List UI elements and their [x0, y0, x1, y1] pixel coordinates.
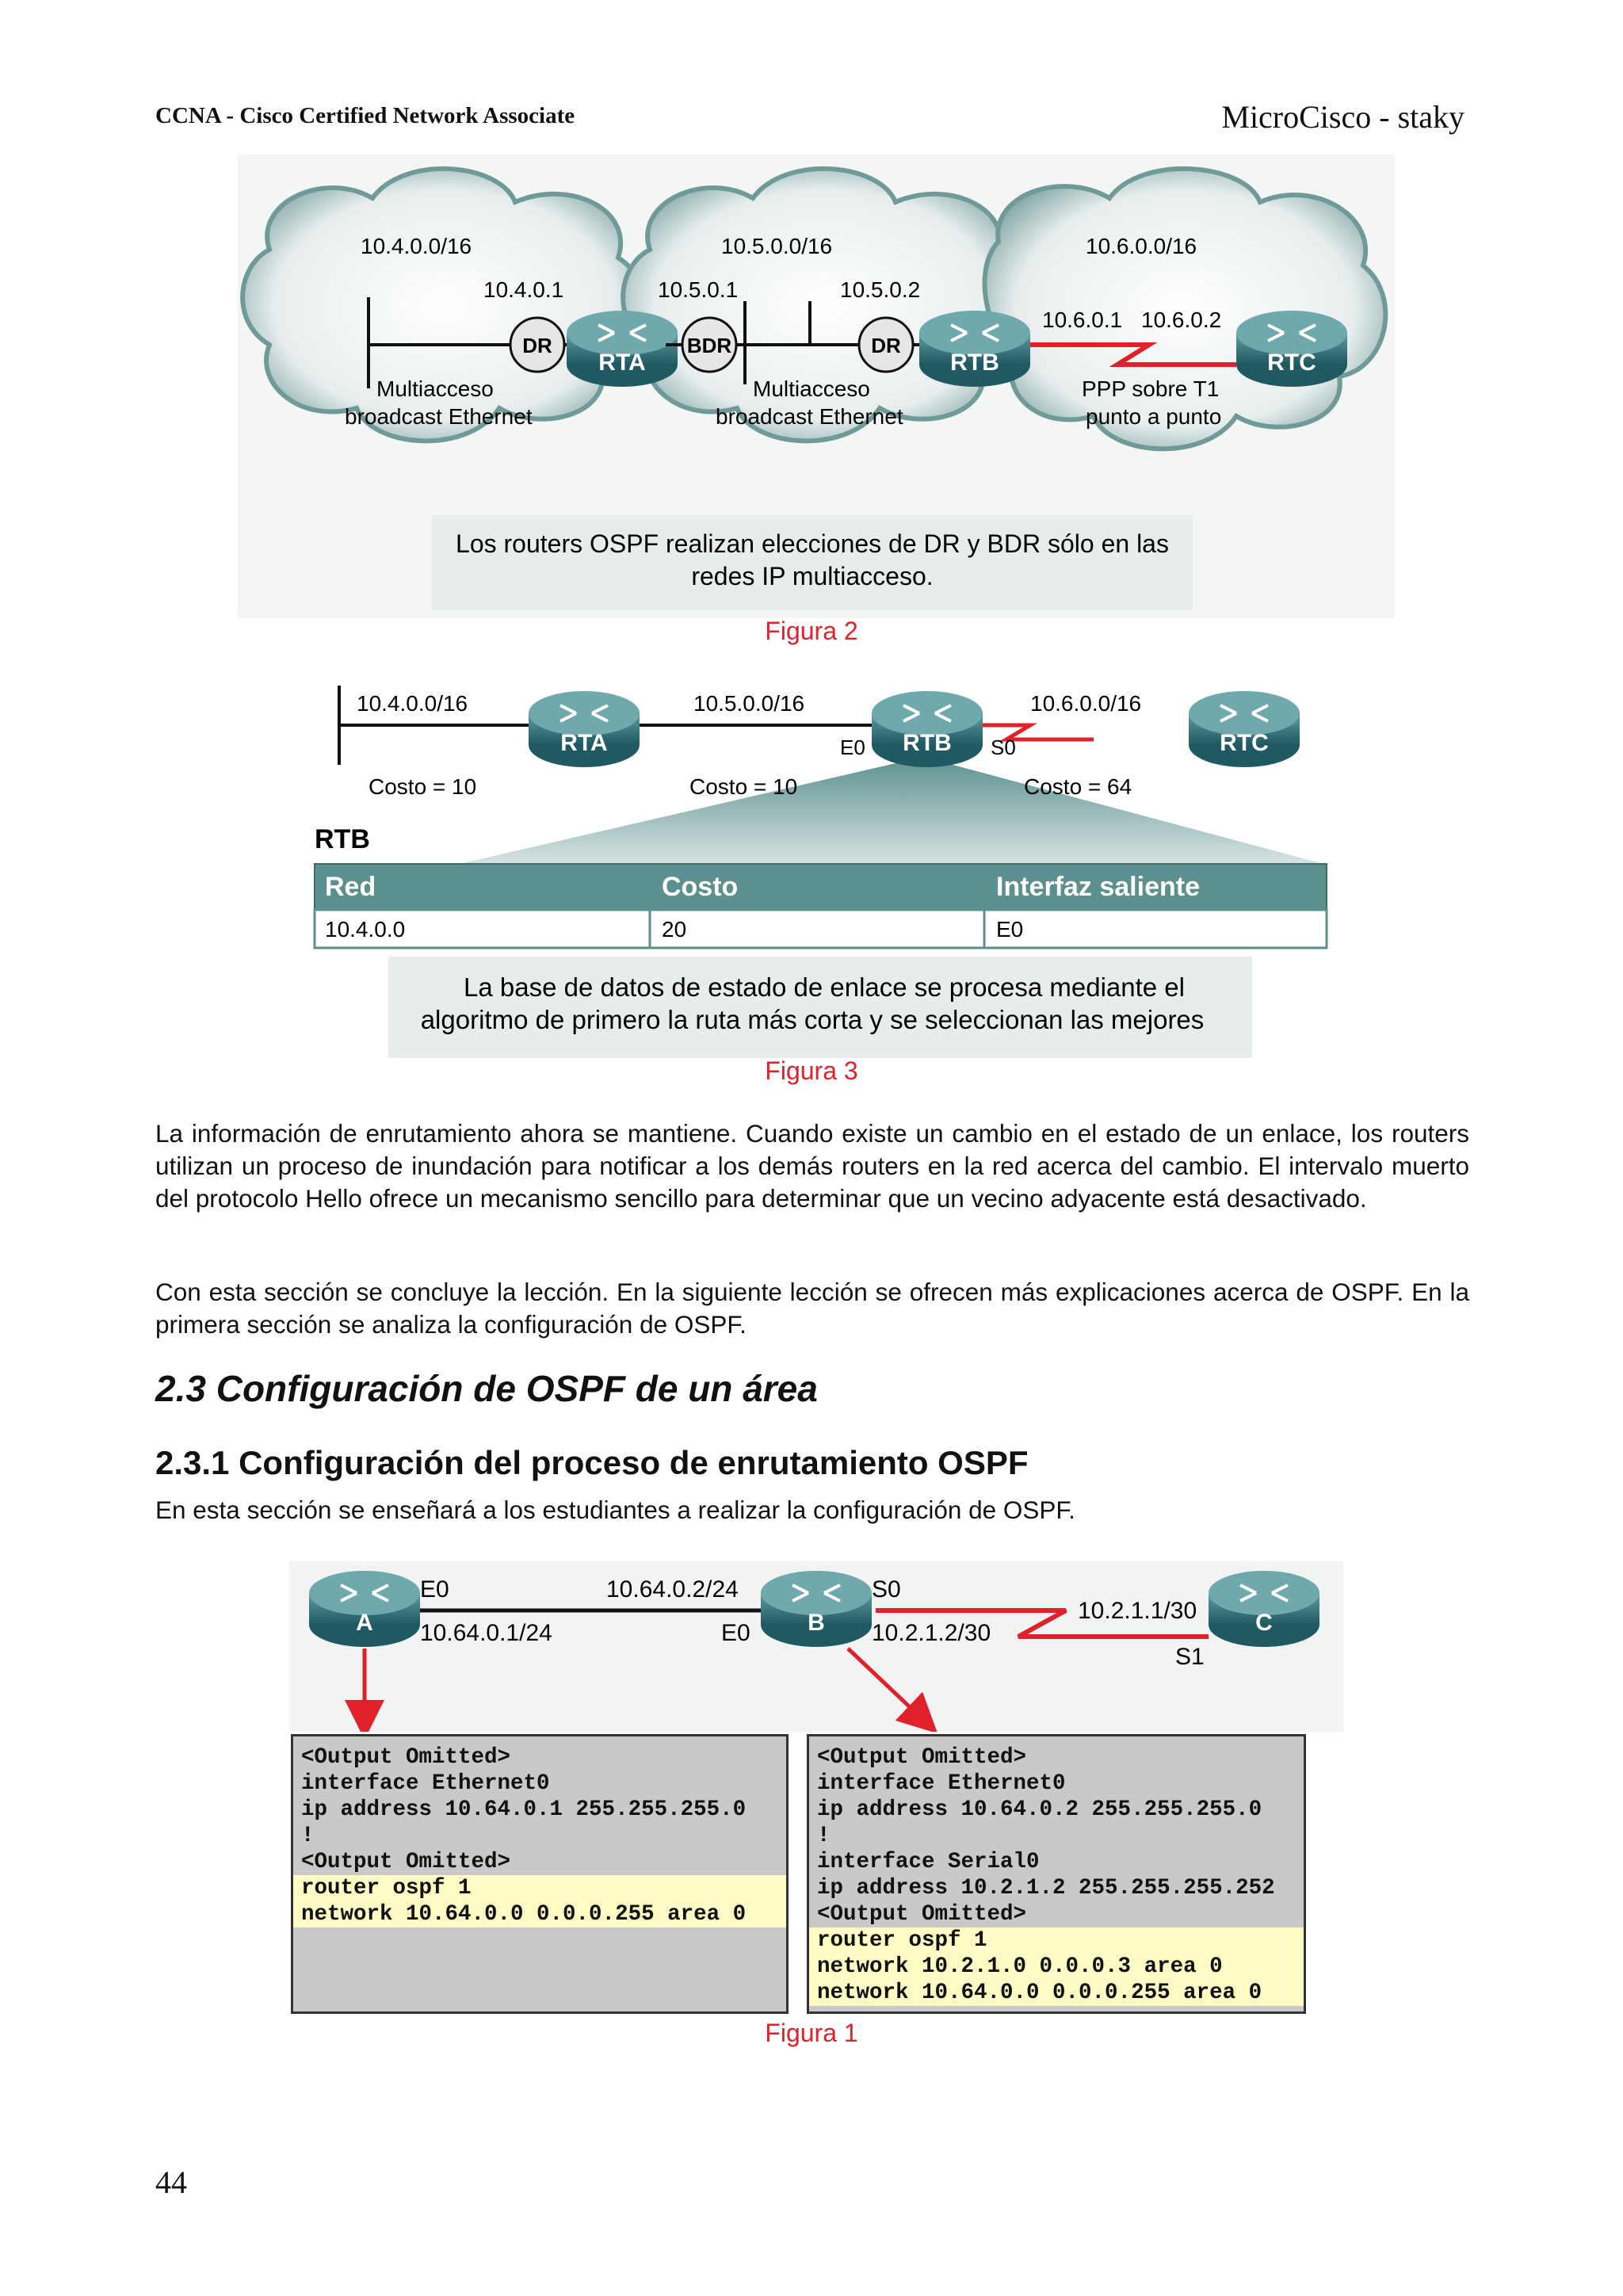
config-a-line: <Output Omitted> — [301, 1850, 511, 1874]
config-box-b — [807, 1734, 1306, 2014]
fig3-cost3: Costo = 64 — [1024, 774, 1132, 799]
th-costo: Costo — [662, 872, 739, 902]
header-author: MicroCisco - staky — [1221, 99, 1465, 135]
router-rtc-fig2 — [1236, 311, 1347, 387]
cloud2-label1: Multiacceso — [753, 376, 870, 401]
config-b-line: <Output Omitted> — [817, 1745, 1027, 1770]
header-title: CCNA - Cisco Certified Network Associate — [155, 103, 575, 128]
cloud1-label2: broadcast Ethernet — [345, 404, 533, 429]
fig3-note-line1: La base de datos de estado de enlace se procesa mediante el — [464, 972, 1185, 1002]
td-red: 10.4.0.0 — [325, 917, 406, 942]
cloud1-ip: 10.4.0.1 — [483, 277, 564, 302]
router-rtb-fig3 — [872, 691, 983, 767]
router-rtb-label: RTB — [950, 350, 999, 376]
config-b-line: <Output Omitted> — [817, 1902, 1027, 1927]
fig3-net3: 10.6.0.0/16 — [1030, 691, 1142, 716]
config-a-line: ! — [301, 1824, 315, 1848]
config-a-highlight — [293, 1875, 786, 1927]
config-b-line: interface Serial0 — [817, 1850, 1040, 1874]
config-a-ospf-line: router ospf 1 — [301, 1876, 472, 1901]
fig3-net1: 10.4.0.0/16 — [357, 691, 468, 716]
router-a-label: A — [356, 1610, 373, 1636]
c-ip: 10.2.1.1/30 — [1078, 1598, 1197, 1624]
fig3-s0: S0 — [991, 735, 1016, 759]
config-a-line: ip address 10.64.0.1 255.255.255.0 — [301, 1797, 747, 1822]
a-e0: E0 — [420, 1576, 449, 1603]
fig2-note-line1: Los routers OSPF realizan elecciones de DR y BDR sólo en las — [456, 529, 1169, 558]
td-interfaz: E0 — [996, 917, 1024, 942]
config-a-line: <Output Omitted> — [301, 1745, 511, 1770]
router-rtb-fig2 — [919, 311, 1030, 387]
router-c — [1209, 1571, 1319, 1647]
intro-text: En esta sección se enseñará a los estudiantes a realizar la configuración de OSPF. — [155, 1496, 1075, 1524]
figure-3-diagram — [301, 670, 1331, 1058]
cloud3-label1: PPP sobre T1 — [1082, 376, 1220, 401]
b-s0: S0 — [872, 1576, 901, 1603]
page-number: 44 — [155, 2164, 187, 2200]
cloud1-label1: Multiacceso — [376, 376, 494, 401]
router-rtc-fig3 — [1189, 691, 1300, 767]
router-rta-label: RTA — [598, 350, 646, 376]
router-rta-fig3 — [529, 691, 640, 767]
config-b-ospf-line: network 10.2.1.0 0.0.0.3 area 0 — [817, 1954, 1223, 1979]
dr-label-1: DR — [522, 334, 552, 357]
config-b-line: interface Ethernet0 — [817, 1771, 1066, 1796]
paragraph-1: La información de enrutamiento ahora se mantiene. Cuando existe un cambio en el estado de un enlace, los routers utilizan un proceso de inundación para notificar a los demás routers en la red acerca del cambio. El intervalo muerto del protocolo Hello ofrece un mecanismo sencillo para determinar que un vecino adyacente está desactivado. — [155, 1119, 1469, 1213]
fig3-rta-label: RTA — [560, 730, 608, 756]
fig3-rtb-label: RTB — [903, 730, 952, 756]
config-box-a — [291, 1734, 789, 2014]
router-b — [761, 1571, 872, 1647]
config-b-line: ! — [817, 1824, 831, 1848]
td-costo: 20 — [662, 917, 687, 942]
th-red: Red — [325, 872, 376, 902]
cloud3-net: 10.6.0.0/16 — [1086, 234, 1197, 258]
cloud3-ip1: 10.6.0.1 — [1042, 308, 1123, 332]
config-b-highlight — [809, 1927, 1304, 2006]
b-ip-e: 10.64.0.2/24 — [606, 1576, 739, 1603]
figure-1-caption: Figura 1 — [765, 2019, 858, 2047]
cloud2-label2: broadcast Ethernet — [716, 404, 903, 429]
config-a-line: interface Ethernet0 — [301, 1771, 550, 1796]
config-b-line: ip address 10.64.0.2 255.255.255.0 — [817, 1797, 1262, 1822]
cloud2-ip2: 10.5.0.2 — [840, 277, 921, 302]
c-s1: S1 — [1175, 1644, 1205, 1670]
router-c-label: C — [1255, 1610, 1273, 1636]
config-b-ospf-line: network 10.64.0.0 0.0.0.255 area 0 — [817, 1981, 1262, 2005]
dr-label-2: DR — [871, 334, 901, 357]
fig3-note-line2: algoritmo de primero la ruta más corta y se seleccionan las mejores — [420, 1005, 1205, 1034]
fig3-rtc-label: RTC — [1220, 730, 1269, 756]
fig3-cost2: Costo = 10 — [689, 774, 798, 799]
b-e0: E0 — [721, 1620, 750, 1646]
router-b-label: B — [808, 1610, 825, 1636]
th-interfaz: Interfaz saliente — [996, 872, 1200, 902]
figure-1-diagram — [289, 1561, 1343, 1732]
b-ip-s: 10.2.1.2/30 — [872, 1620, 991, 1646]
fig3-cost1: Costo = 10 — [369, 774, 477, 799]
cloud3-ip2: 10.6.0.2 — [1141, 308, 1222, 332]
subsection-heading: 2.3.1 Configuración del proceso de enrutamiento OSPF — [155, 1444, 1029, 1481]
cloud1-net: 10.4.0.0/16 — [361, 234, 472, 258]
fig3-e0: E0 — [840, 735, 865, 759]
figure-2-diagram — [238, 155, 1395, 618]
section-heading: 2.3 Configuración de OSPF de un área — [155, 1368, 818, 1409]
config-b-ospf-line: router ospf 1 — [817, 1928, 987, 1953]
paragraph-2: Con esta sección se concluye la lección. En la siguiente lección se ofrecen más explicaciones acerca de OSPF. En la primera sección se analiza la configuración de OSPF. — [155, 1278, 1469, 1339]
a-ip: 10.64.0.1/24 — [420, 1620, 552, 1646]
figure-2-caption: Figura 2 — [765, 617, 858, 645]
figure-3-caption: Figura 3 — [765, 1056, 858, 1085]
cloud3-label2: punto a punto — [1086, 404, 1222, 429]
router-a — [309, 1571, 420, 1647]
config-a-ospf-line: network 10.64.0.0 0.0.0.255 area 0 — [301, 1902, 747, 1927]
fig2-note-line2: redes IP multiacceso. — [691, 562, 934, 590]
cloud2-net: 10.5.0.0/16 — [721, 234, 833, 258]
cloud2-ip1: 10.5.0.1 — [658, 277, 739, 302]
router-rtc-label: RTC — [1267, 350, 1316, 376]
router-rta-fig2 — [567, 311, 678, 387]
bdr-label: BDR — [686, 334, 732, 357]
config-b-line: ip address 10.2.1.2 255.255.255.252 — [817, 1876, 1275, 1901]
table-title: RTB — [315, 824, 370, 854]
fig3-net2: 10.5.0.0/16 — [693, 691, 805, 716]
